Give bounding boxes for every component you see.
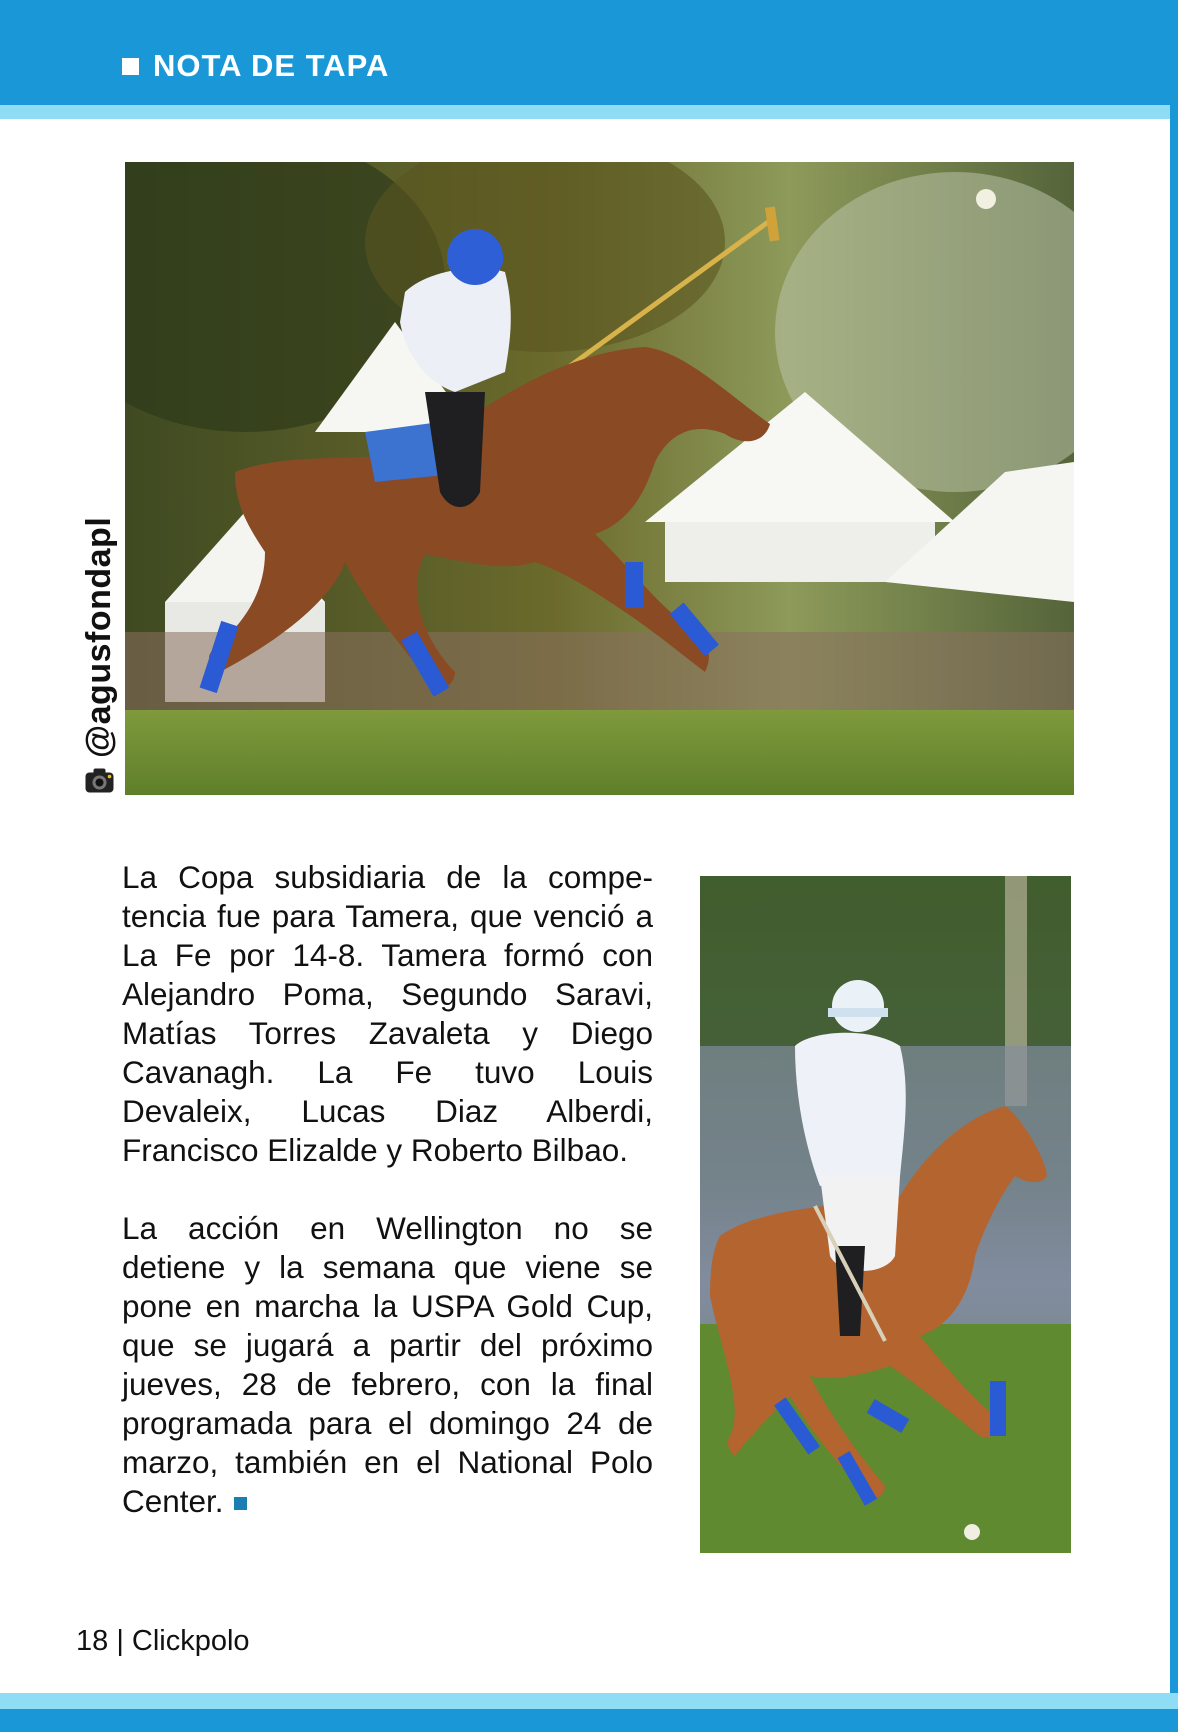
article-paragraph-text: La acción en Wellington no se detiene y la semana que viene se pone en marcha la USPA Gold Cup, que se jugará a partir del próximo jueves, 28 de febrero, con la final programada para el domingo 24 de marzo, también en el National Polo Center. [122,1210,653,1519]
article-paragraph: La Copa subsidiaria de la competencia fue para Tamera, que venció a La Fe por 14-8. Tamera formó con Alejandro Poma, Segundo Saravi, Matías Torres Zavaleta y Diego Cavanagh. La Fe tuvo Louis Devaleix, Lucas Diaz Alberdi, Francisco Elizalde y Roberto Bilbao. [122,859,653,1168]
article-body [122,858,653,1560]
photo-credit-handle: @agusfondapl [80,516,118,758]
footer-stripe [0,1693,1178,1709]
end-of-article-icon [234,1497,247,1510]
footer-bar [0,1709,1178,1732]
main-photo [125,162,1074,795]
section-label [122,46,389,86]
article-paragraph [122,1209,653,1521]
photo-credit [60,470,118,800]
page-edge [1170,0,1178,1732]
section-label-text: NOTA DE TAPA [153,48,390,83]
square-bullet-icon [122,58,139,75]
page-footer-label: 18 | Clickpolo [76,1625,250,1657]
header-stripe [0,105,1178,119]
side-photo [700,876,1071,1553]
camera-icon [83,764,117,803]
